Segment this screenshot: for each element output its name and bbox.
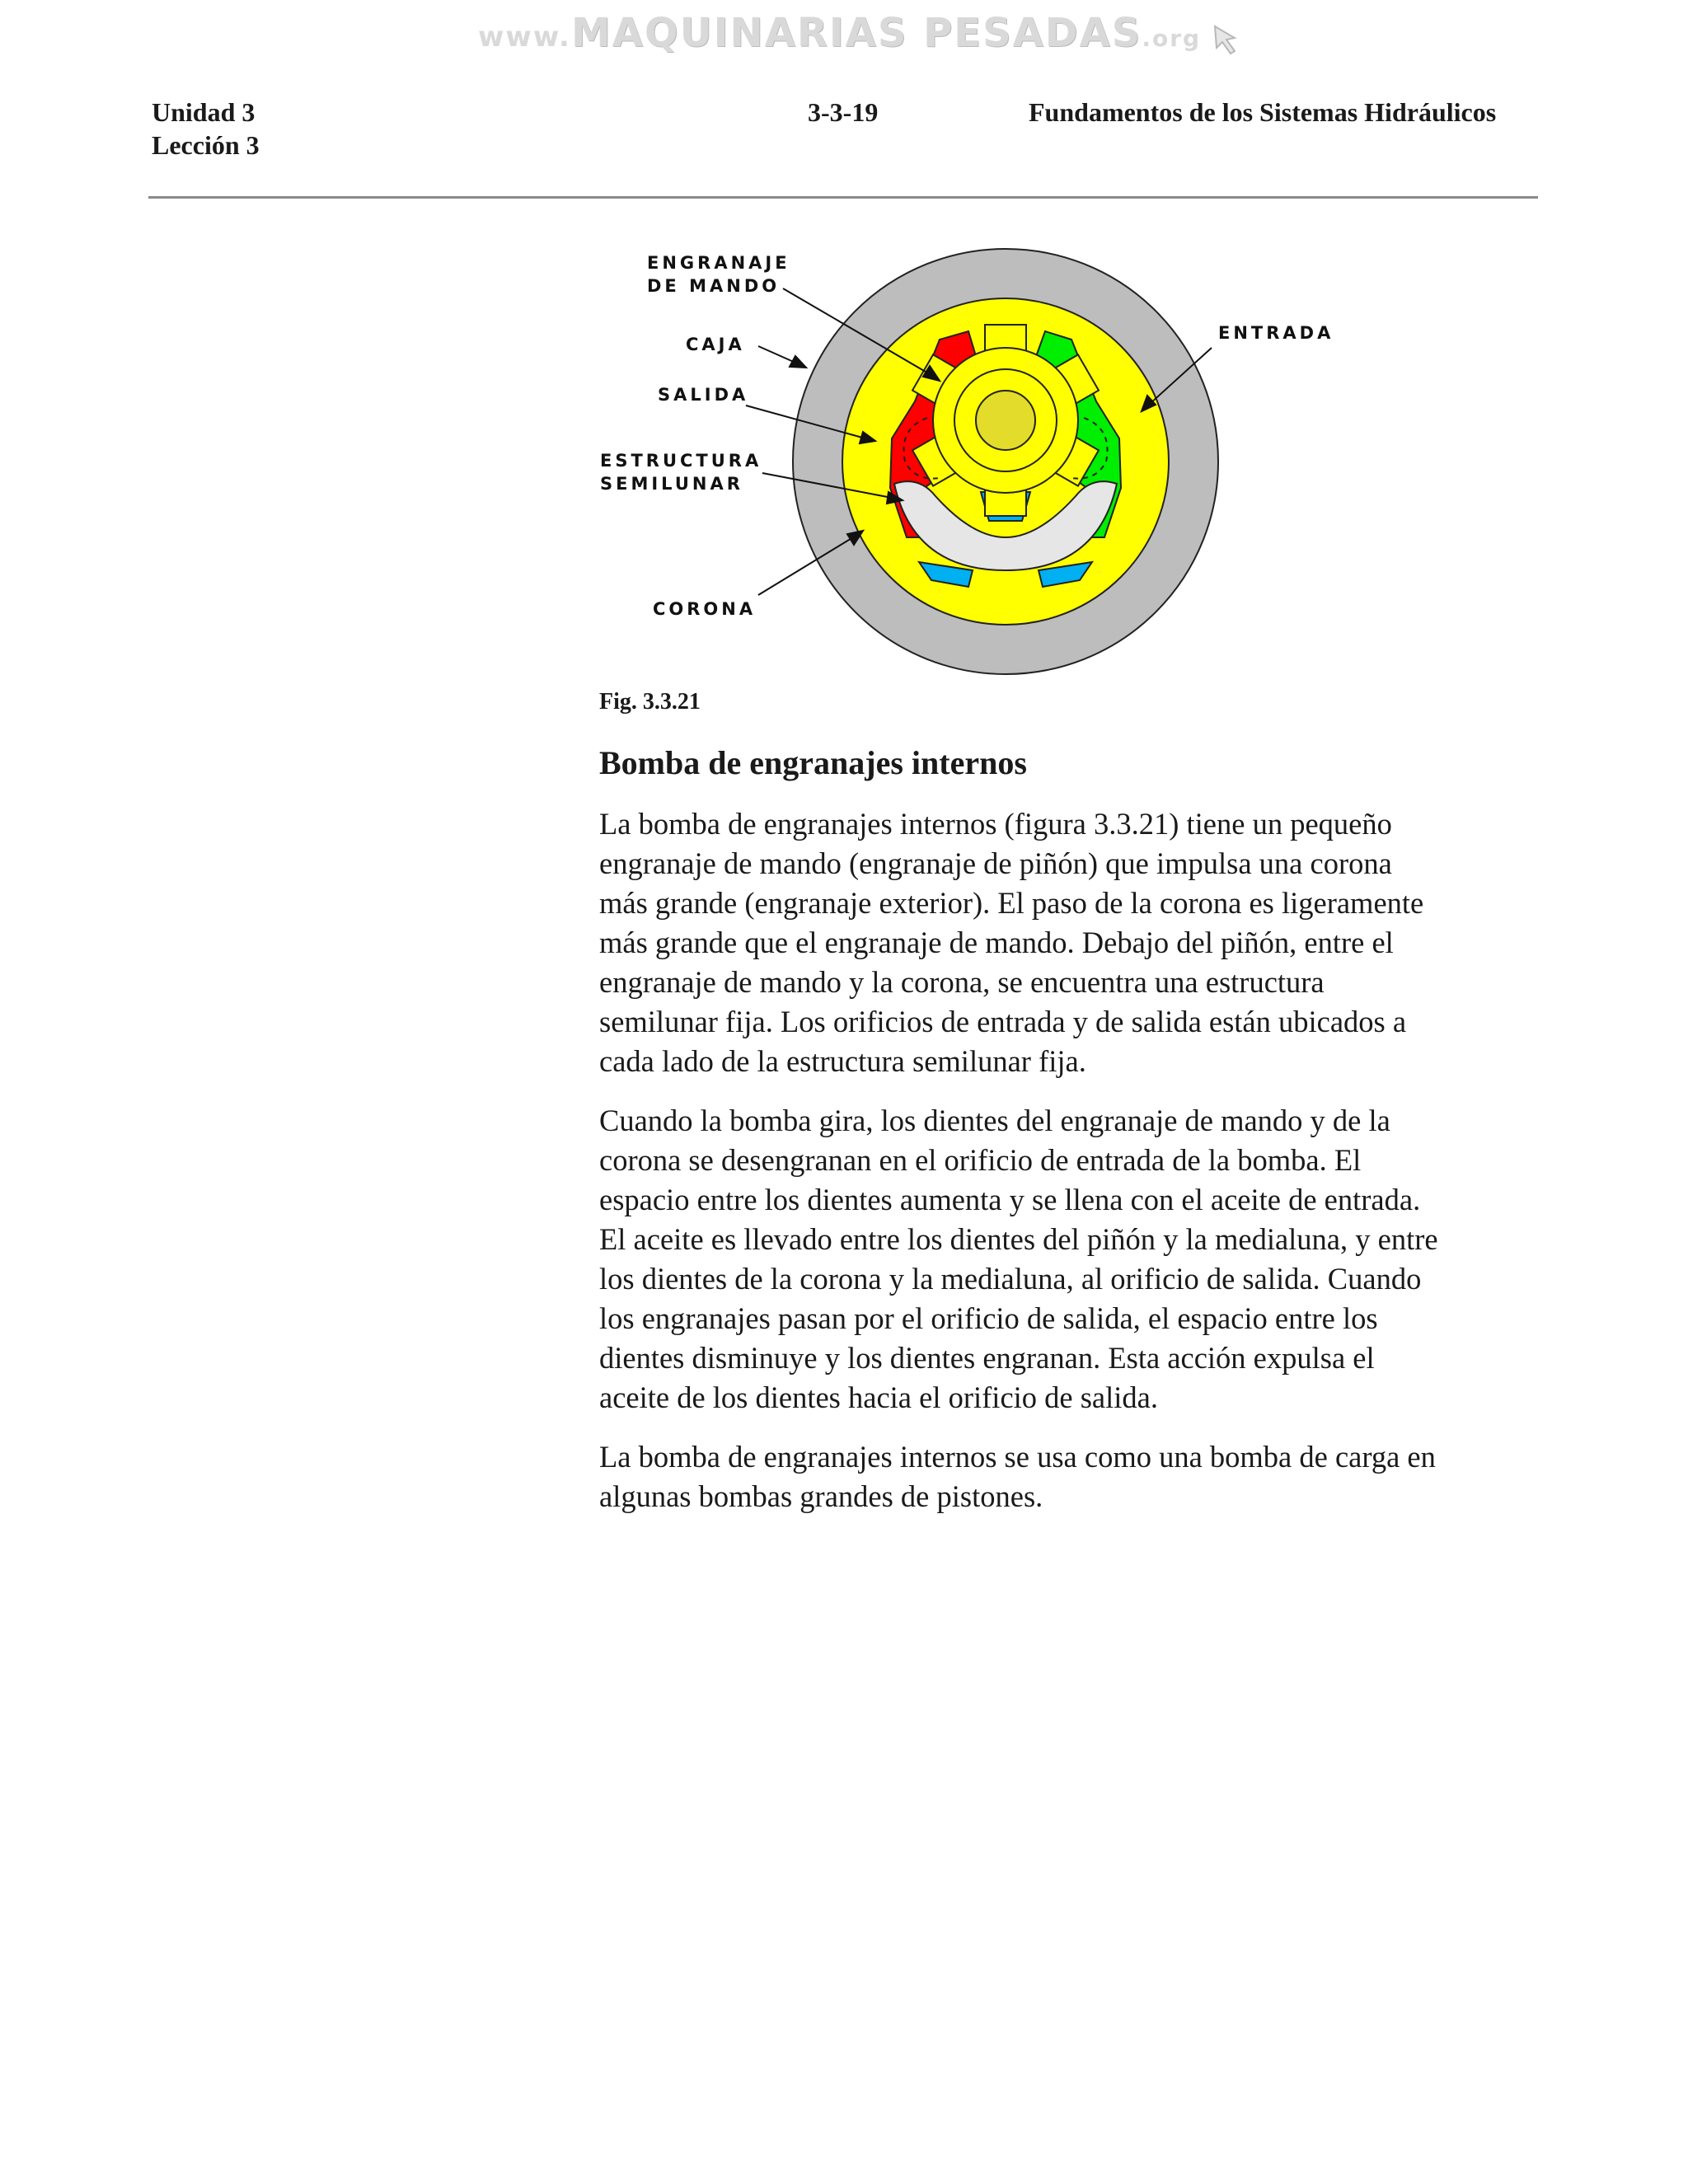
internal-gear-pump-figure [593,241,1335,686]
cursor-icon [1210,21,1246,58]
label-housing: CAJA [686,335,745,354]
paragraph: La bomba de engranajes internos (figura 3.3.21) tiene un pequeño engranaje de mando (engranaje de piñón) que impulsa una corona más grande (engranaje exterior). El paso de la corona es ligeramente más grande que el engranaje de mando. Debajo del piñón, entre el engranaje de mando y la corona, se encuentra una estructura semilunar fija. Los orificios de entrada y de salida están ubicados a cada lado de la estructura semilunar fija. [599,807,1424,1078]
page-number: 3-3-19 [808,97,879,127]
header-unit: Unidad 3 [152,97,256,127]
watermark [478,10,1220,59]
watermark-www: www. [478,21,571,54]
pump-diagram [593,241,1335,686]
header-unit-lesson [152,96,260,162]
watermark-brand: MAQUINARIAS PESADAS [570,10,1142,56]
label-ring: CORONA [653,599,757,619]
book-title: Fundamentos de los Sistemas Hidráulicos [1029,97,1497,127]
label-inlet: ENTRADA [1218,323,1334,343]
label-drive-gear: DE MANDO [647,276,781,296]
section-title: Bomba de engranajes internos [599,744,1027,781]
paragraph: La bomba de engranajes internos se usa como una bomba de carga en algunas bombas grandes de pistones. [599,1440,1436,1513]
header-lesson: Lección 3 [152,130,260,160]
label-outlet: SALIDA [658,385,749,405]
label-crescent: ESTRUCTURA [600,451,762,471]
arrow-housing [790,356,806,368]
header-divider [148,196,1538,199]
drive-shaft [976,391,1035,450]
figure-caption: Fig. 3.3.21 [599,689,701,715]
paragraph: Cuando la bomba gira, los dientes del engranaje de mando y de la corona se desengranan en el orificio de entrada de la bomba. El espacio entre los dientes aumenta y se llena con el aceite de entrada. El aceite es llevado entre los dientes del piñón y la medialuna, y entre los dientes de la corona y la medialuna, al orificio de salida. Cuando los engranajes pasan por el orificio de salida, el espacio entre los dientes disminuye y los dientes engranan. Esta acción expulsa el aceite de los dientes hacia el orificio de salida. [599,1104,1438,1414]
label-crescent: SEMILUNAR [600,474,743,494]
label-drive-gear: ENGRANAJE [647,253,790,273]
watermark-org: .org [1142,25,1202,52]
